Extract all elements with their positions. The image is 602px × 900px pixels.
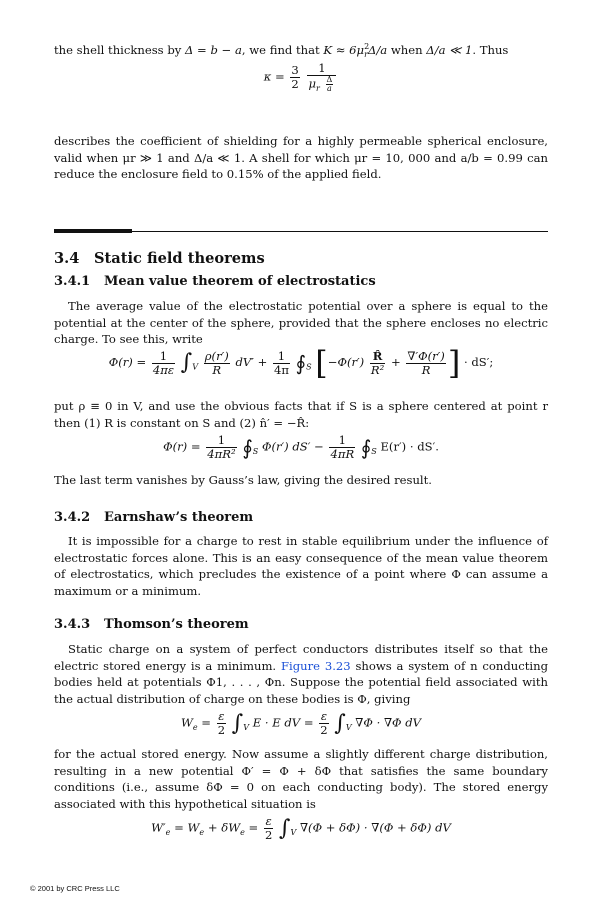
thomson-paragraph: Static charge on a system of perfect conductors distributes itself so that the electric stored energy is a minimum. Figure 3.23 shows a system of n conducting bodies held at potentials Φ1, . . . , Φn. Suppose the potential field associated with the actual distribution of charge on these bodies is Φ, giving: [54, 642, 549, 706]
section-heading: 3.4 Static field theorems: [54, 250, 265, 267]
earnshaw-paragraph: It is impossible for a charge to rest in stable equilibrium under the influence of electrostatic forces alone. This is an easy consequence of the mean value theorem of electrostatics, which precludes the existence of a point where Φ can assume a maximum or a minimum.: [54, 534, 548, 598]
section-rule: [54, 231, 548, 232]
equation-potential-integral: Φ(r) = $\frac{1}{4\pi\varepsilon}$ $\int_V$ $\frac{\rho(r')}{R}$ dV′ + $\frac{1}{4\pi}$ $∮_S$ [−Φ(r′) $\frac{R̂}{\text{R²}}$ + $\frac{\nabla'\Phi(r')}{R}$ ] · dS′;: [108, 344, 494, 382]
perturbation-paragraph: for the actual stored energy. Now assume a slightly different charge distribution, resulting in a new potential Φ′ = Φ + δΦ that satisfies the same boundary conditions (i.e., assume δΦ = 0 on each conducting body). The stored energy associated with this hypothetical situation is: [54, 747, 548, 811]
equation-perturbed-energy: $W'_e = W_e + \delta W_e$ = $\frac{\varepsilon}{2}$ $\int_V$ ∇(Φ + δΦ) · ∇(Φ + δΦ) dV: [151, 814, 451, 842]
intro-line: the shell thickness by Δ = b − a, we find that $K \approx 6\mu^2_r\Delta/a$ when Δ/a ≪ 1. Thus: [54, 42, 509, 60]
copyright-footer: © 2001 by CRC Press LLC: [30, 884, 120, 893]
gauss-law-paragraph: The last term vanishes by Gauss’s law, giving the desired result.: [54, 473, 432, 487]
equation-stored-energy: $W_e$ = $\frac{\varepsilon}{2}$ $\int_V$ E · E dV = $\frac{\varepsilon}{2}$ $\int_V$ ∇Φ · ∇Φ dV: [180, 709, 422, 737]
intro-paragraph: describes the coefficient of shielding for a highly permeable spherical enclosure, valid when μr ≫ 1 and Δ/a ≪ 1. A shell for which μr = 10, 000 and a/b = 0.99 can reduce the enclosure field to 0.15% of the applied field.: [54, 134, 548, 182]
subsection-heading-3-4-2: 3.4.2 Earnshaw’s theorem: [54, 510, 254, 525]
equation-mean-value: Φ(r) = $\frac{1}{\text{4πR²}}$ $∮_S$ Φ(r′) dS′ − $\frac{1}{4\pi R}$ $∮_S$ E(r′) · dS′.: [163, 433, 439, 461]
figure-3-23-link[interactable]: Figure 3.23: [280, 658, 351, 673]
mean-value-paragraph: The average value of the electrostatic potential over a sphere is equal to the potential at the center of the sphere, provided that the sphere encloses no electric charge. To see this, write: [54, 299, 548, 347]
subsection-heading-3-4-1: 3.4.1 Mean value theorem of electrostatics: [54, 274, 376, 289]
substitution-paragraph: put ρ ≡ 0 in V, and use the obvious facts that if S is a sphere centered at point r then (1) R is constant on S and (2) n̂′ = −R̂:: [54, 399, 548, 430]
kappa-equation: κ = $\frac{3}{2}$ 1 $\mu_r$ $\frac{\Delta}{a}$: [54, 62, 548, 93]
subsection-heading-3-4-3: 3.4.3 Thomson’s theorem: [54, 617, 249, 632]
